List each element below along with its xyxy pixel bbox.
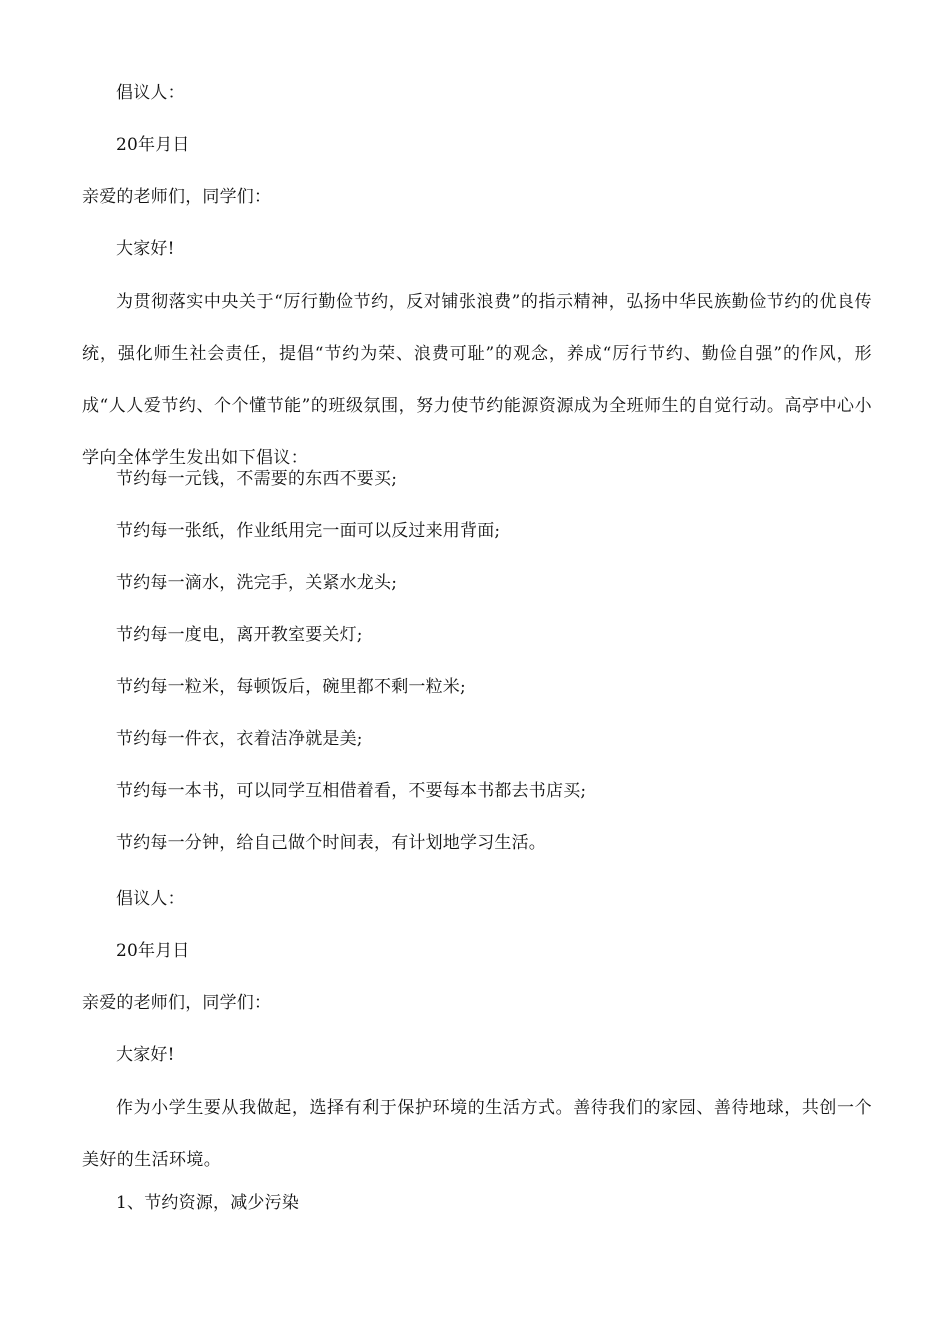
salutation: 亲爱的老师们，同学们： <box>82 187 272 207</box>
signature-line: 倡议人： <box>116 889 185 909</box>
list-item: 节约每一张纸，作业纸用完一面可以反过来用背面; <box>116 521 501 541</box>
body-paragraph: 作为小学生要从我做起，选择有利于保护环境的生活方式。善待我们的家园、善待地球，共创一个美好的生活环境。 <box>82 1098 872 1170</box>
section-heading: 1、节约资源，减少污染 <box>116 1193 300 1213</box>
body-paragraph: 为贯彻落实中央关于“厉行勤俭节约，反对铺张浪费”的指示精神，弘扬中华民族勤俭节约的优良传统，强化师生社会责任，提倡“节约为荣、浪费可耻”的观念，养成“厉行节约、勤俭自强”的作风，形成“人人爱节约、个个懂节能”的班级氛围，努力使节约能源资源成为全班师生的自觉行动。高亭中心小学向全体学生发出如下倡议： <box>82 292 872 468</box>
salutation: 亲爱的老师们，同学们： <box>82 993 272 1013</box>
list-item: 节约每一粒米，每顿饭后，碗里都不剩一粒米; <box>116 677 466 697</box>
list-item: 节约每一件衣，衣着洁净就是美; <box>116 729 363 749</box>
list-item: 节约每一度电，离开教室要关灯; <box>116 625 363 645</box>
list-item: 节约每一滴水，洗完手，关紧水龙头; <box>116 573 398 593</box>
list-item: 节约每一本书，可以同学互相借着看，不要每本书都去书店买; <box>116 781 587 801</box>
date-line: 20年月日 <box>116 135 190 155</box>
date-line: 20年月日 <box>116 941 190 961</box>
list-item: 节约每一分钟，给自己做个时间表，有计划地学习生活。 <box>116 833 546 853</box>
list-item: 节约每一元钱，不需要的东西不要买; <box>116 469 398 489</box>
signature-line: 倡议人： <box>116 83 185 103</box>
greeting: 大家好! <box>116 239 175 259</box>
greeting: 大家好! <box>116 1045 175 1065</box>
